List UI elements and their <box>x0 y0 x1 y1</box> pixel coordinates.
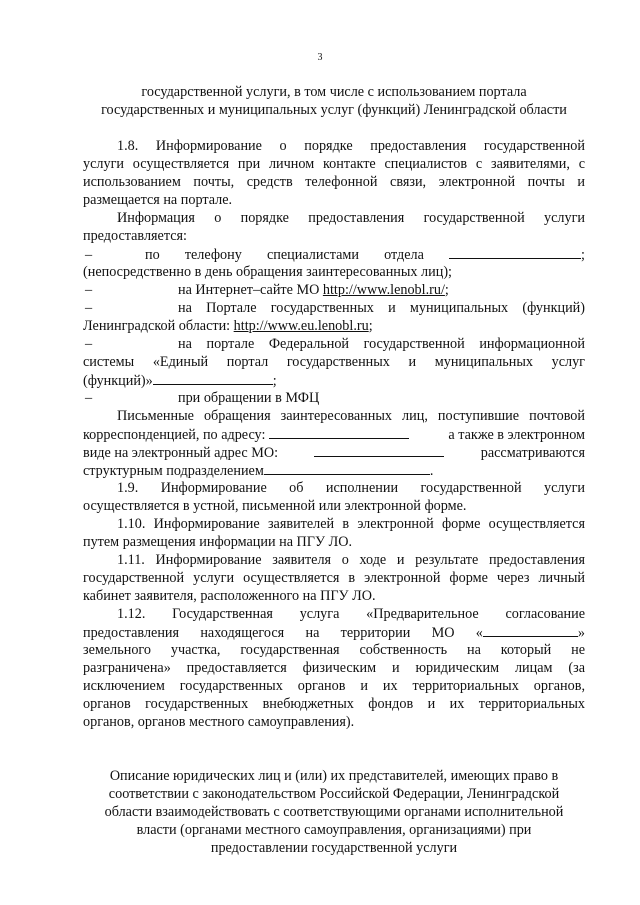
paragraph-1-9-line: осуществляется в устной, письменной или электронной форме. <box>83 498 467 514</box>
paragraph-1-12-line: исключением государственных органов и их территориальных органов, <box>83 678 585 694</box>
paragraph-1-11-line: кабинет заявителя, расположенного на ПГУ ЛО. <box>83 588 376 604</box>
phone-word: по <box>145 247 160 263</box>
list-item-federal-line3 <box>83 371 585 390</box>
list-dash: – <box>85 336 93 352</box>
section-title-line: предоставлении государственной услуги <box>210 840 458 856</box>
portal-end: ; <box>368 318 373 334</box>
paragraph-1-10-line: путем размещения информации на ПГУ ЛО. <box>83 534 353 550</box>
info-line: Информация о порядке предоставления государственной услуги <box>117 210 585 226</box>
phone-blank <box>449 245 581 259</box>
federal-text-3: (функций)» <box>83 373 153 389</box>
written-text: виде на электронный адрес МО: <box>83 445 282 461</box>
list-item-mfc <box>83 389 585 407</box>
paragraph-1-8-line: 1.8. Информирование о порядке предоставления государственной <box>117 138 585 154</box>
paragraph-1-12-line: органов, органов местного самоуправления). <box>83 714 355 730</box>
heading-line: государственной услуги, в том числе с использованием портала <box>141 84 527 100</box>
paragraph-1-8-line: использованием почты, средств телефонной связи, электронной почты и <box>83 174 585 190</box>
federal-end: ; <box>272 373 277 389</box>
department-blank <box>264 461 430 475</box>
paragraph-1-11-line: государственной услуги осуществляется в электронной форме через личный <box>83 570 585 586</box>
address-blank <box>269 425 409 439</box>
list-dash: – <box>85 300 93 316</box>
p112-text: предоставления находящегося на территории МО « <box>83 625 483 641</box>
phone-word: отдела <box>384 247 424 263</box>
section-title-line: области взаимодействовать с соответствующими органами исполнительной <box>104 804 564 820</box>
section-title-line: соответствии с законодательством Российской Федерации, Ленинградской <box>108 786 560 802</box>
list-item-federal <box>83 335 585 353</box>
portal-link[interactable]: http://www.eu.lenobl.ru <box>233 318 369 334</box>
paragraph-1-8-line: услуги осуществляется при личном контакте специалистов с заявителями, с <box>83 156 585 172</box>
written-end: . <box>429 463 434 479</box>
portal-text-2: Ленинградской области: <box>83 318 234 334</box>
paragraph-1-12-line: органов государственных внебюджетных фондов и их территориальных <box>83 696 585 712</box>
written-text: структурным подразделением <box>83 463 264 479</box>
federal-text: на портале Федеральной государственной информационной <box>178 336 585 352</box>
mfc-text: при обращении в МФЦ <box>178 390 320 406</box>
written-text: рассматриваются <box>477 445 585 461</box>
internet-link[interactable]: http://www.lenobl.ru/ <box>322 282 445 298</box>
written-line: Письменные обращения заинтересованных лиц, поступившие почтовой <box>117 408 585 424</box>
list-item-phone <box>83 245 585 264</box>
page-number: 3 <box>317 52 323 63</box>
list-dash: – <box>85 390 93 406</box>
list-item-phone-note: (непосредственно в день обращения заинтересованных лиц); <box>83 264 452 280</box>
federal-blank <box>153 371 273 385</box>
portal-text: на Портале государственных и муниципальных (функций) <box>178 300 585 316</box>
email-blank <box>314 443 444 457</box>
written-line <box>83 425 585 444</box>
list-dash: – <box>85 282 93 298</box>
paragraph-1-10-line: 1.10. Информирование заявителей в электронной форме осуществляется <box>117 516 585 532</box>
paragraph-1-11-line: 1.11. Информирование заявителя о ходе и результате предоставления <box>117 552 585 568</box>
internet-text: на Интернет–сайте МО <box>178 282 323 298</box>
paragraph-1-8-line: размещается на портале. <box>83 192 233 208</box>
paragraph-1-12-line: 1.12. Государственная услуга «Предварительное согласование <box>117 606 585 622</box>
list-item-federal-line2: системы «Единый портал государственных и муниципальных услуг <box>83 354 585 370</box>
info-line: предоставляется: <box>83 228 187 244</box>
paragraph-1-12-line: земельного участка, государственная собственность на который не <box>83 642 585 658</box>
phone-word: специалистами <box>266 247 359 263</box>
written-text: корреспонденцией, по адресу: <box>83 427 269 443</box>
p112-end: » <box>577 625 585 641</box>
phone-end: ; <box>581 247 585 263</box>
written-line <box>83 461 585 480</box>
section-title-line: власти (органами местного самоуправления, организациями) при <box>136 822 532 838</box>
internet-end: ; <box>444 282 449 298</box>
municipality-blank <box>483 623 578 637</box>
written-text: а также в электронном <box>444 427 585 443</box>
list-item-portal-line2 <box>83 317 585 335</box>
paragraph-1-12-line <box>83 623 585 642</box>
paragraph-1-12-line: разграничена» предоставляется физическим и юридическим лицам (за <box>83 660 585 676</box>
section-title-line: Описание юридических лиц и (или) их представителей, имеющих право в <box>109 768 559 784</box>
paragraph-1-9-line: 1.9. Информирование об исполнении государственной услуги <box>117 480 585 496</box>
written-line <box>83 443 585 462</box>
phone-word: телефону <box>184 247 242 263</box>
heading-line: государственных и муниципальных услуг (функций) Ленинградской области <box>101 102 567 118</box>
list-item-internet <box>83 281 585 299</box>
list-item-portal <box>83 299 585 317</box>
list-dash: – <box>85 247 93 263</box>
